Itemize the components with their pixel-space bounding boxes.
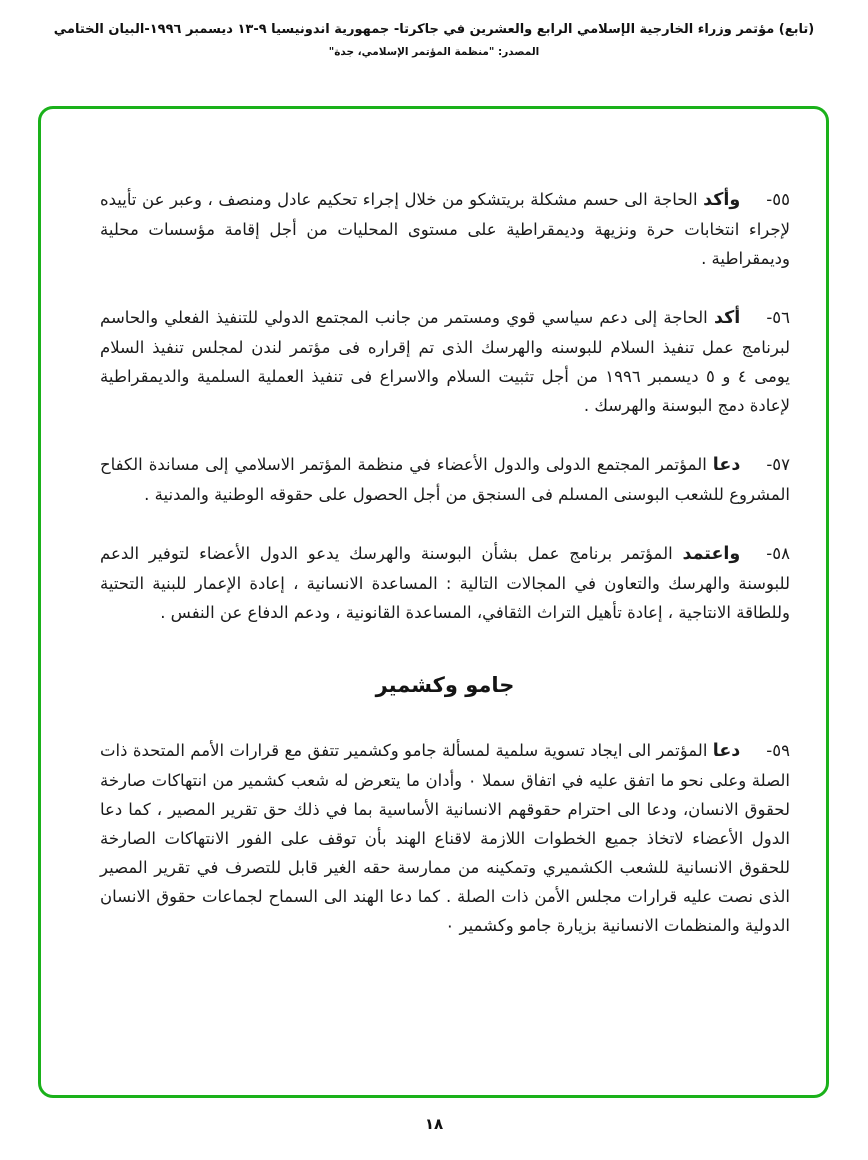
paragraph-57-number: ٥٧-	[766, 455, 791, 474]
paragraph-59-text: المؤتمر الى ايجاد تسوية سلمية لمسألة جامو وكشمير تتفق مع قرارات الأمم المتحدة ذات الصلة وعلى نحو ما اتفق عليه في اتفاق سملا ۰ وأدان ما يتعرض له شعب كشمير من انتهاكات صارخة لحقوق الانسان، ودعا الى احترام حقوقهم الانسانية الأساسية بما في ذلك حق تقرير المصير ، كما دعا الدول الأعضاء لاتخاذ جميع الخطوات اللازمة لاقناع الهند بأن توقف على الفور الانتهاكات الصارخة للحقوق الانسانية للشعب الكشميري وتمكينه من ممارسة حقه الغير قابل للتصرف في تقرير المصير الذى نصت عليه قرارات مجلس الأمن ذات الصلة . كما دعا الهند الى السماح لجماعات حقوق الانسان الدولية والمنظمات الانسانية بزيارة جامو وكشمير ۰	[100, 741, 790, 935]
page-header	[0, 22, 868, 58]
paragraph-56-number: ٥٦-	[766, 308, 791, 327]
paragraph-58-number: ٥٨-	[766, 544, 790, 563]
paragraph-59-lead: دعا	[712, 741, 741, 761]
paragraph-56-text: الحاجة إلى دعم سياسي قوي ومستمر من جانب المجتمع الدولي للتنفيذ الفعلي والحاسم لبرنامج عمل تنفيذ السلام للبوسنه والهرسك الذى تم إقراره فى مؤتمر لندن لمجلس تنفيذ السلام يومى ٤ و ٥ ديسمبر ١٩٩٦ من أجل تثبيت السلام والاسراع فى تنفيذ العملية السلمية والديمقراطية لإعادة دمج البوسنة والهرسك .	[100, 308, 790, 415]
paragraph-56-lead: أكد	[714, 308, 741, 328]
header-title: (تابع) مؤتمر وزراء الخارجية الإسلامي الرابع والعشرين في جاكرتا- جمهورية اندونيسيا ٩-١٣ ديسمبر ١٩٩٦-البيان الختامي	[53, 22, 815, 37]
paragraph-55	[100, 185, 790, 273]
paragraph-58	[100, 539, 790, 627]
document-body	[100, 185, 790, 970]
paragraph-55-text: الحاجة الى حسم مشكلة بريتشكو من خلال إجراء تحكيم عادل ومنصف ، وعبر عن تأييده لإجراء انتخابات حرة ونزيهة وديمقراطية على مستوى المحليات من أجل إقامة مؤسسات محلية وديمقراطية .	[100, 190, 790, 268]
header-source: المصدر: "منظمة المؤتمر الإسلامي، جدة"	[328, 46, 540, 58]
paragraph-57-lead: دعا	[712, 455, 741, 475]
paragraph-55-lead: وأكد	[703, 190, 741, 210]
document-frame	[38, 106, 829, 1098]
paragraph-58-lead: واعتمد	[682, 544, 741, 564]
paragraph-57	[100, 450, 790, 509]
paragraph-58-text: المؤتمر برنامج عمل بشأن البوسنة والهرسك يدعو الدول الأعضاء لتوفير الدعم للبوسنة والهرسك والتعاون في المجالات التالية : المساعدة الانسانية ، إعادة الإعمار للبنية التحتية وللطاقة الانتاجية ، إعادة تأهيل التراث الثقافي، المساعدة القانونية ، ودعم الدفاع عن النفس .	[100, 544, 790, 622]
paragraph-55-number: ٥٥-	[766, 190, 790, 209]
page-footer	[0, 1114, 868, 1133]
paragraph-59-number: ٥٩-	[766, 741, 790, 760]
page-number: ١٨	[424, 1115, 444, 1133]
paragraph-59	[100, 736, 790, 940]
section-heading-jammu-kashmir: جامو وكشمير	[375, 673, 515, 697]
paragraph-57-text: المؤتمر المجتمع الدولى والدول الأعضاء في منظمة المؤتمر الاسلامي إلى مساندة الكفاح المشروع للشعب البوسنى المسلم فى السنجق من أجل الحصول على حقوقه الوطنية والمدنية .	[100, 455, 790, 504]
paragraph-56	[100, 303, 790, 420]
